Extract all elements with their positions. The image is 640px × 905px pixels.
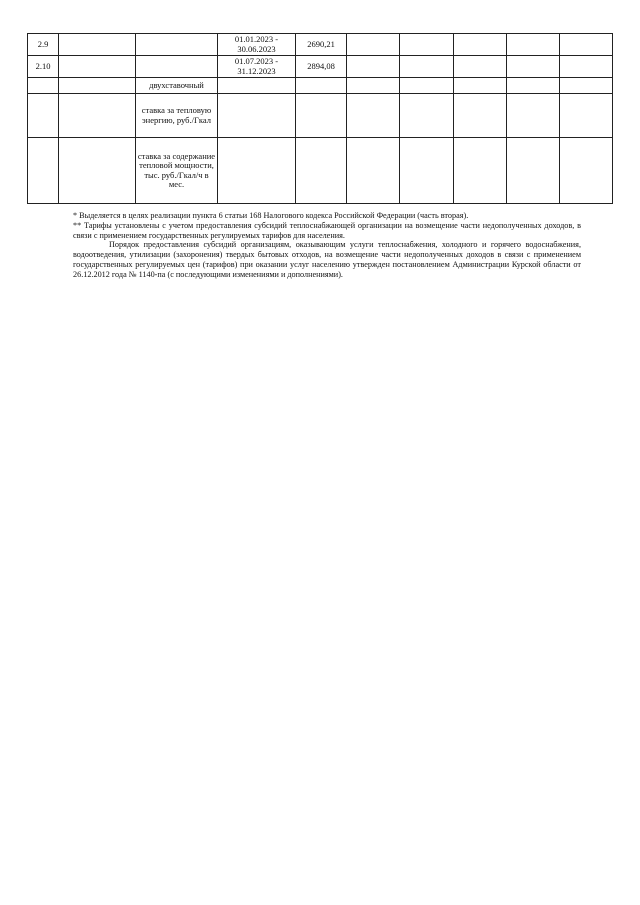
subsidy-procedure-paragraph: Порядок предоставления субсидий организациям, оказывающим услуги теплоснабжения, холодного и горячего водоснабжения, водоотведения, утилизации (захоронения) твердых бытовых отходов, на возмещение части недополученных доходов в связи с применением государственных регулируемых цен (тарифов) при оказании услуг населению утвержден постановлением Администрации Курской области от 26.12.2012 года № 1140-па (с последующими изменениями и дополнениями). [73, 240, 581, 279]
tariff-value: 2690,21 [296, 34, 347, 56]
table-row [28, 138, 613, 204]
footnote-vat: * Выделяется в целях реализации пункта 6 статьи 168 Налогового кодекса Российской Федерации (часть вторая). [73, 211, 469, 220]
capacity-rate-label: ставка за содержание тепловой мощности, тыс. руб./Гкал/ч в мес. [136, 138, 218, 204]
table-row [28, 56, 613, 78]
two-part-rate-label: двухставочный [136, 78, 218, 94]
table-row [28, 34, 613, 56]
period-cell: 01.07.2023 - 31.12.2023 [218, 56, 296, 78]
footnote-subsidy: ** Тарифы установлены с учетом предоставления субсидий теплоснабжающей организации на возмещение части недополученных доходов, в связи с применением государственных регулируемых тарифов для населения. [73, 220, 581, 240]
table-row [28, 78, 613, 94]
tariff-table [27, 33, 613, 204]
footnotes [73, 211, 581, 280]
row-number: 2.10 [28, 56, 59, 78]
row-number: 2.9 [28, 34, 59, 56]
tariff-value: 2894,08 [296, 56, 347, 78]
period-cell: 01.01.2023 - 30.06.2023 [218, 34, 296, 56]
energy-rate-label: ставка за тепловую энергию, руб./Гкал [136, 94, 218, 138]
table-row [28, 94, 613, 138]
